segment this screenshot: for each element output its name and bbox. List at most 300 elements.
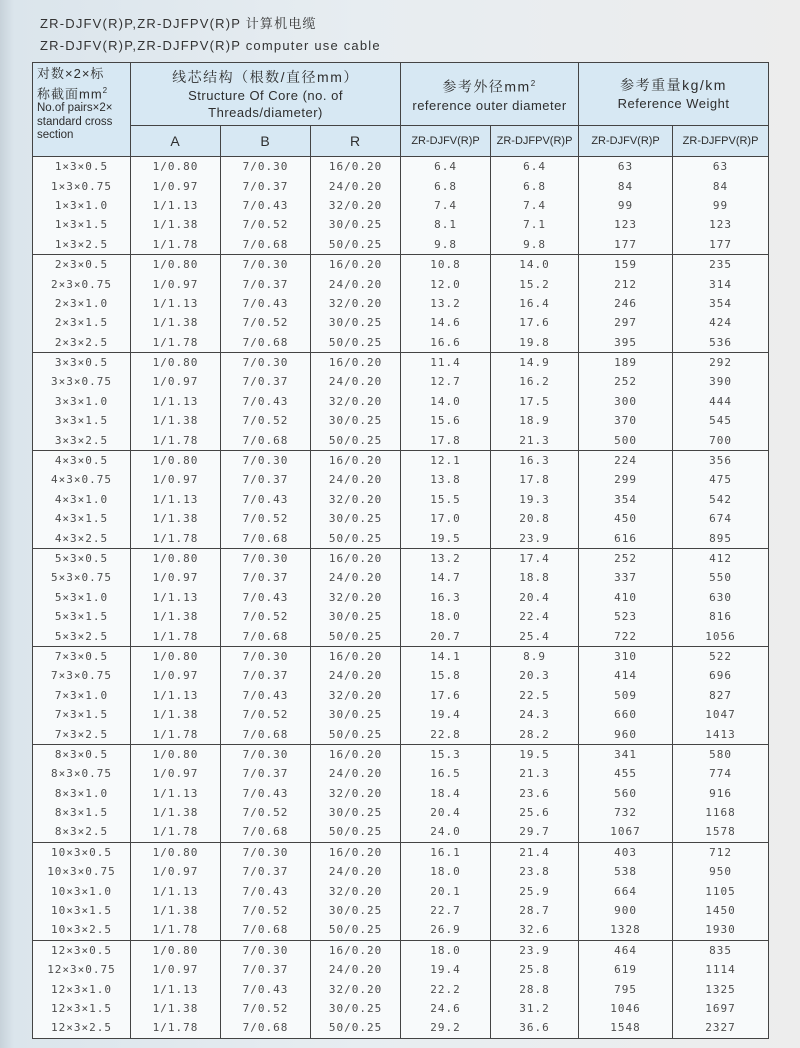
value-cell: 12.7 [401,372,491,391]
value-cell: 696 [673,666,769,685]
header-core-en-1: Structure Of Core (no. of [188,87,343,103]
value-cell: 7/0.43 [221,979,311,998]
value-cell: 1/1.38 [131,509,221,528]
value-cell: 16/0.20 [311,254,401,274]
value-cell: 14.0 [401,392,491,411]
value-cell: 21.3 [491,430,579,450]
spec-cell: 12×3×1.5 [33,999,131,1018]
table-row [33,1018,769,1038]
table-row [33,450,769,470]
value-cell: 20.1 [401,881,491,900]
value-cell: 10.8 [401,254,491,274]
table-row [33,274,769,293]
value-cell: 29.7 [491,822,579,842]
spec-cell: 2×3×0.5 [33,254,131,274]
spec-cell: 1×3×1.5 [33,215,131,234]
value-cell: 660 [579,705,673,724]
value-cell: 19.3 [491,490,579,509]
value-cell: 464 [579,940,673,960]
value-cell: 16.2 [491,372,579,391]
value-cell: 30/0.25 [311,509,401,528]
value-cell: 7/0.37 [221,470,311,489]
table-row [33,999,769,1018]
value-cell: 1548 [579,1018,673,1038]
value-cell: 177 [673,235,769,255]
value-cell: 7/0.30 [221,548,311,568]
value-cell: 545 [673,411,769,430]
value-cell: 1/1.78 [131,333,221,353]
value-cell: 7/0.37 [221,274,311,293]
value-cell: 50/0.25 [311,430,401,450]
value-cell: 18.9 [491,411,579,430]
table-row [33,548,769,568]
spec-cell: 2×3×1.5 [33,313,131,332]
value-cell: 7/0.37 [221,960,311,979]
value-cell: 224 [579,450,673,470]
header-core-structure [131,63,401,126]
value-cell: 1578 [673,822,769,842]
value-cell: 7/0.68 [221,333,311,353]
value-cell: 630 [673,588,769,607]
table-row [33,607,769,626]
table-row [33,784,769,803]
spec-cell: 1×3×1.0 [33,196,131,215]
value-cell: 1/1.38 [131,313,221,332]
value-cell: 11.4 [401,352,491,372]
value-cell: 22.8 [401,724,491,744]
spec-cell: 4×3×0.75 [33,470,131,489]
value-cell: 1/0.80 [131,352,221,372]
value-cell: 950 [673,862,769,881]
value-cell: 816 [673,607,769,626]
table-row [33,333,769,353]
value-cell: 24/0.20 [311,960,401,979]
spec-cell: 1×3×0.5 [33,157,131,177]
title-english: ZR-DJFV(R)P,ZR-DJFPV(R)P computer use cable [40,38,381,53]
value-cell: 450 [579,509,673,528]
table-row [33,294,769,313]
value-cell: 22.2 [401,979,491,998]
value-cell: 2327 [673,1018,769,1038]
value-cell: 1/1.13 [131,588,221,607]
value-cell: 299 [579,470,673,489]
value-cell: 580 [673,744,769,764]
value-cell: 16/0.20 [311,744,401,764]
spec-cell: 10×3×1.0 [33,881,131,900]
value-cell: 28.8 [491,979,579,998]
value-cell: 1/1.78 [131,822,221,842]
value-cell: 22.5 [491,686,579,705]
spec-cell: 4×3×1.0 [33,490,131,509]
value-cell: 16/0.20 [311,352,401,372]
value-cell: 960 [579,724,673,744]
value-cell: 30/0.25 [311,999,401,1018]
value-cell: 22.4 [491,607,579,626]
value-cell: 732 [579,803,673,822]
value-cell: 403 [579,842,673,862]
value-cell: 63 [579,157,673,177]
header-pairs-cn: 对数×2×标 称截面$mm^2$ [37,66,109,102]
value-cell: 18.0 [401,607,491,626]
value-cell: 159 [579,254,673,274]
value-cell: 1/1.13 [131,686,221,705]
value-cell: 835 [673,940,769,960]
value-cell: 7/0.43 [221,196,311,215]
value-cell: 700 [673,430,769,450]
value-cell: 310 [579,646,673,666]
value-cell: 1/1.78 [131,920,221,940]
value-cell: 7/0.68 [221,724,311,744]
value-cell: 341 [579,744,673,764]
value-cell: 536 [673,333,769,353]
value-cell: 7/0.30 [221,352,311,372]
value-cell: 7/0.68 [221,626,311,646]
table-row [33,196,769,215]
value-cell: 7/0.68 [221,822,311,842]
spec-group-8 [33,842,769,940]
value-cell: 7/0.37 [221,372,311,391]
value-cell: 895 [673,528,769,548]
value-cell: 1/1.38 [131,705,221,724]
spec-cell: 7×3×0.75 [33,666,131,685]
value-cell: 300 [579,392,673,411]
value-cell: 414 [579,666,673,685]
value-cell: 7.4 [491,196,579,215]
value-cell: 7/0.30 [221,254,311,274]
value-cell: 6.8 [491,176,579,195]
value-cell: 50/0.25 [311,724,401,744]
value-cell: 20.8 [491,509,579,528]
value-cell: 1/1.13 [131,196,221,215]
header-row-sub [33,126,769,157]
value-cell: 20.4 [491,588,579,607]
value-cell: 1413 [673,724,769,744]
value-cell: 123 [673,215,769,234]
header-wt-cn: 参考重量kg/km [620,77,727,93]
spec-group-7 [33,744,769,842]
value-cell: 18.8 [491,568,579,587]
value-cell: 7/0.43 [221,686,311,705]
value-cell: 1/1.13 [131,784,221,803]
value-cell: 24.6 [401,999,491,1018]
value-cell: 7/0.68 [221,235,311,255]
value-cell: 7/0.52 [221,215,311,234]
value-cell: 7/0.30 [221,842,311,862]
value-cell: 30/0.25 [311,411,401,430]
value-cell: 30/0.25 [311,901,401,920]
value-cell: 390 [673,372,769,391]
value-cell: 1/1.13 [131,392,221,411]
table-row [33,176,769,195]
value-cell: 16.6 [401,333,491,353]
table-row [33,646,769,666]
spec-cell: 5×3×0.5 [33,548,131,568]
value-cell: 25.9 [491,881,579,900]
spec-cell: 5×3×1.5 [33,607,131,626]
value-cell: 28.2 [491,724,579,744]
value-cell: 23.9 [491,940,579,960]
value-cell: 314 [673,274,769,293]
spec-cell: 7×3×1.5 [33,705,131,724]
value-cell: 1/1.78 [131,430,221,450]
value-cell: 50/0.25 [311,822,401,842]
spec-cell: 8×3×1.5 [33,803,131,822]
table-row [33,744,769,764]
value-cell: 32/0.20 [311,979,401,998]
value-cell: 20.7 [401,626,491,646]
value-cell: 19.4 [401,960,491,979]
value-cell: 7/0.30 [221,157,311,177]
value-cell: 1930 [673,920,769,940]
value-cell: 32/0.20 [311,392,401,411]
value-cell: 7.1 [491,215,579,234]
table-row [33,235,769,255]
value-cell: 16/0.20 [311,450,401,470]
spec-cell: 3×3×0.75 [33,372,131,391]
value-cell: 7/0.43 [221,294,311,313]
value-cell: 7/0.52 [221,705,311,724]
spec-cell: 12×3×0.5 [33,940,131,960]
value-cell: 26.9 [401,920,491,940]
value-cell: 1056 [673,626,769,646]
superscript-2: 2 [530,79,537,89]
value-cell: 1/0.80 [131,157,221,177]
value-cell: 30/0.25 [311,705,401,724]
value-cell: 18.0 [401,940,491,960]
spec-cell: 3×3×0.5 [33,352,131,372]
table-row [33,568,769,587]
value-cell: 24/0.20 [311,470,401,489]
value-cell: 15.5 [401,490,491,509]
table-row [33,666,769,685]
table-row [33,920,769,940]
subheader-od-zr-djfpv: ZR-DJFPV(R)P [491,126,579,157]
value-cell: 410 [579,588,673,607]
value-cell: 795 [579,979,673,998]
value-cell: 19.5 [401,528,491,548]
value-cell: 15.2 [491,274,579,293]
value-cell: 15.8 [401,666,491,685]
value-cell: 84 [673,176,769,195]
value-cell: 24/0.20 [311,666,401,685]
value-cell: 424 [673,313,769,332]
table-row [33,803,769,822]
value-cell: 17.6 [491,313,579,332]
table-row [33,626,769,646]
spec-cell: 12×3×0.75 [33,960,131,979]
table-row [33,686,769,705]
value-cell: 1/0.80 [131,450,221,470]
value-cell: 17.4 [491,548,579,568]
value-cell: 1/1.78 [131,235,221,255]
table-row [33,157,769,177]
value-cell: 827 [673,686,769,705]
spec-group-1 [33,157,769,255]
value-cell: 1/1.78 [131,626,221,646]
value-cell: 1/1.78 [131,528,221,548]
spec-cell: 7×3×1.0 [33,686,131,705]
value-cell: 1/1.13 [131,294,221,313]
value-cell: 17.8 [491,470,579,489]
value-cell: 1168 [673,803,769,822]
value-cell: 1697 [673,999,769,1018]
value-cell: 7/0.37 [221,176,311,195]
value-cell: 1/0.80 [131,744,221,764]
spec-group-9 [33,940,769,1038]
value-cell: 297 [579,313,673,332]
spec-cell: 8×3×1.0 [33,784,131,803]
value-cell: 523 [579,607,673,626]
value-cell: 16/0.20 [311,842,401,862]
value-cell: 32/0.20 [311,881,401,900]
value-cell: 1/0.80 [131,646,221,666]
value-cell: 23.9 [491,528,579,548]
value-cell: 25.4 [491,626,579,646]
value-cell: 8.9 [491,646,579,666]
header-pairs-cross-section [33,63,131,157]
value-cell: 1/0.97 [131,176,221,195]
table-row [33,822,769,842]
value-cell: 1/0.80 [131,548,221,568]
table-row [33,960,769,979]
value-cell: 550 [673,568,769,587]
subheader-od-zr-djfv: ZR-DJFV(R)P [401,126,491,157]
value-cell: 664 [579,881,673,900]
value-cell: 252 [579,548,673,568]
spec-cell: 1×3×0.75 [33,176,131,195]
value-cell: 7/0.30 [221,450,311,470]
value-cell: 7/0.30 [221,940,311,960]
value-cell: 7/0.30 [221,744,311,764]
value-cell: 21.3 [491,764,579,783]
value-cell: 7/0.52 [221,901,311,920]
value-cell: 7/0.52 [221,803,311,822]
value-cell: 30/0.25 [311,803,401,822]
table-row [33,528,769,548]
value-cell: 246 [579,294,673,313]
value-cell: 23.6 [491,784,579,803]
value-cell: 1/1.38 [131,411,221,430]
value-cell: 774 [673,764,769,783]
value-cell: 1/1.78 [131,724,221,744]
spec-cell: 10×3×0.5 [33,842,131,862]
value-cell: 50/0.25 [311,333,401,353]
value-cell: 28.7 [491,901,579,920]
spec-cell: 10×3×2.5 [33,920,131,940]
value-cell: 292 [673,352,769,372]
table-row [33,724,769,744]
value-cell: 6.4 [401,157,491,177]
value-cell: 15.6 [401,411,491,430]
value-cell: 1/0.97 [131,960,221,979]
value-cell: 16.3 [401,588,491,607]
subheader-r: R [311,126,401,157]
value-cell: 616 [579,528,673,548]
spec-cell: 12×3×2.5 [33,1018,131,1038]
value-cell: 24.0 [401,822,491,842]
value-cell: 19.8 [491,333,579,353]
spec-cell: 10×3×1.5 [33,901,131,920]
value-cell: 18.0 [401,862,491,881]
value-cell: 32/0.20 [311,294,401,313]
table-row [33,979,769,998]
value-cell: 7/0.52 [221,999,311,1018]
value-cell: 123 [579,215,673,234]
value-cell: 30/0.25 [311,215,401,234]
superscript-2: 2 [102,86,109,95]
table-row [33,352,769,372]
spec-group-6 [33,646,769,744]
table-row [33,764,769,783]
value-cell: 7/0.37 [221,862,311,881]
subheader-a: A [131,126,221,157]
value-cell: 1450 [673,901,769,920]
value-cell: 16/0.20 [311,548,401,568]
value-cell: 900 [579,901,673,920]
value-cell: 444 [673,392,769,411]
value-cell: 560 [579,784,673,803]
value-cell: 6.8 [401,176,491,195]
value-cell: 1328 [579,920,673,940]
value-cell: 1/1.38 [131,607,221,626]
value-cell: 7/0.68 [221,430,311,450]
value-cell: 25.6 [491,803,579,822]
value-cell: 212 [579,274,673,293]
header-pairs-en: No.of pairs×2× standard cross section [37,102,113,142]
value-cell: 1/0.97 [131,862,221,881]
value-cell: 354 [673,294,769,313]
spec-group-4 [33,450,769,548]
table-row [33,430,769,450]
value-cell: 722 [579,626,673,646]
value-cell: 1/1.78 [131,1018,221,1038]
value-cell: 16.4 [491,294,579,313]
value-cell: 1/1.38 [131,999,221,1018]
spec-cell: 2×3×2.5 [33,333,131,353]
value-cell: 1/1.13 [131,490,221,509]
value-cell: 16/0.20 [311,646,401,666]
subheader-wt-zr-djfv: ZR-DJFV(R)P [579,126,673,157]
value-cell: 32.6 [491,920,579,940]
value-cell: 18.4 [401,784,491,803]
value-cell: 1/0.80 [131,940,221,960]
spec-cell: 4×3×0.5 [33,450,131,470]
value-cell: 1/0.97 [131,372,221,391]
value-cell: 32/0.20 [311,588,401,607]
table-row [33,215,769,234]
header-core-en-2: Threads/diameter) [208,104,323,120]
value-cell: 30/0.25 [311,313,401,332]
header-row-main [33,63,769,126]
value-cell: 522 [673,646,769,666]
header-od-cn: 参考外径$mm^2$ [442,78,537,95]
value-cell: 50/0.25 [311,1018,401,1038]
value-cell: 7/0.52 [221,411,311,430]
value-cell: 7.4 [401,196,491,215]
value-cell: 36.6 [491,1018,579,1038]
value-cell: 24/0.20 [311,862,401,881]
value-cell: 916 [673,784,769,803]
value-cell: 252 [579,372,673,391]
value-cell: 9.8 [401,235,491,255]
table-row [33,392,769,411]
value-cell: 7/0.68 [221,528,311,548]
table-row [33,940,769,960]
value-cell: 22.7 [401,901,491,920]
value-cell: 7/0.37 [221,764,311,783]
value-cell: 1046 [579,999,673,1018]
value-cell: 16.3 [491,450,579,470]
